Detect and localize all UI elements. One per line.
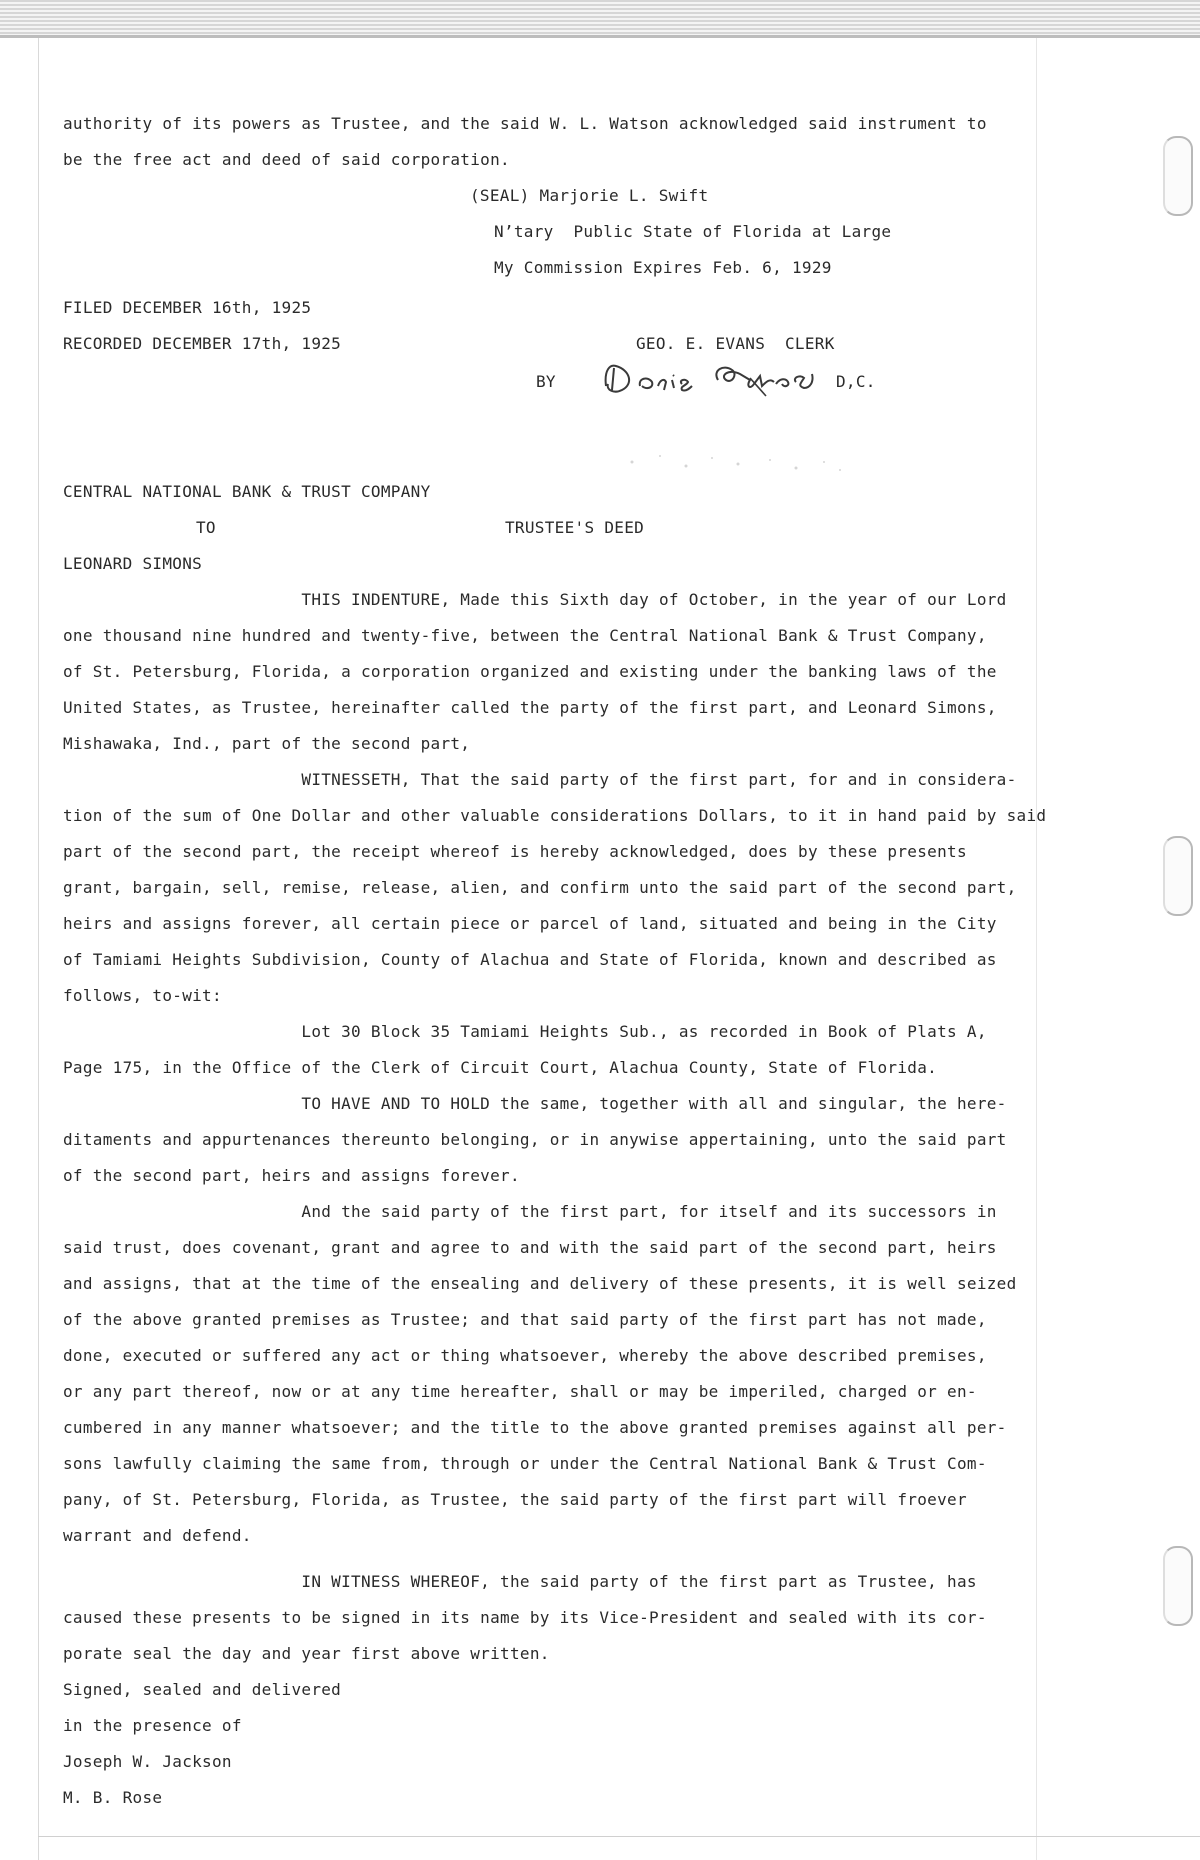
page-left-edge [38, 38, 39, 1860]
body-line: said trust, does covenant, grant and agree to and with the said part of the second part, heirs [63, 1238, 997, 1257]
page-right-edge [1036, 38, 1037, 1860]
body-line: of the above granted premises as Trustee; and that said party of the first part has not made, [63, 1310, 987, 1329]
filed-date: FILED DECEMBER 16th, 1925 [63, 298, 312, 317]
body-line: heirs and assigns forever, all certain piece or parcel of land, situated and being in the City [63, 914, 997, 933]
body-line: grant, bargain, sell, remise, release, alien, and confirm unto the said part of the second part, [63, 878, 1017, 897]
acknowledgment-line-1: authority of its powers as Trustee, and the said W. L. Watson acknowledged said instrument to [63, 114, 987, 133]
body-line: one thousand nine hundred and twenty-five, between the Central National Bank & Trust Company, [63, 626, 987, 645]
clerk-name: GEO. E. EVANS CLERK [636, 334, 835, 353]
body-line: THIS INDENTURE, Made this Sixth day of October, in the year of our Lord [63, 590, 1007, 609]
body-line: part of the second part, the receipt whereof is hereby acknowledged, does by these presents [63, 842, 967, 861]
deed-title: TRUSTEE'S DEED [505, 518, 645, 537]
body-line: And the said party of the first part, for itself and its successors in [63, 1202, 997, 1221]
body-line: or any part thereof, now or at any time hereafter, shall or may be imperiled, charged or en- [63, 1382, 977, 1401]
recorded-date: RECORDED DECEMBER 17th, 1925 [63, 334, 342, 353]
body-line: pany, of St. Petersburg, Florida, as Trustee, the said party of the first part will froever [63, 1490, 967, 1509]
notary-title: N’tary Public State of Florida at Large [494, 222, 892, 241]
body-line: Page 175, in the Office of the Clerk of Circuit Court, Alachua County, State of Florida. [63, 1058, 938, 1077]
body-line: follows, to-wit: [63, 986, 222, 1005]
by-label: BY [536, 372, 556, 391]
ink-smudge [620, 448, 850, 478]
acknowledgment-line-2: be the free act and deed of said corporation. [63, 150, 510, 169]
notary-commission: My Commission Expires Feb. 6, 1929 [494, 258, 832, 277]
body-line: of the second part, heirs and assigns forever. [63, 1166, 520, 1185]
signed-sealed-line: Signed, sealed and delivered [63, 1680, 342, 1699]
binder-hole-1 [1163, 136, 1193, 216]
body-line: Lot 30 Block 35 Tamiami Heights Sub., as recorded in Book of Plats A, [63, 1022, 987, 1041]
deputy-clerk-signature [600, 356, 836, 402]
body-line: ditaments and appurtenances thereunto belonging, or in anywise appertaining, unto the said part [63, 1130, 1007, 1149]
body-line: United States, as Trustee, hereinafter called the party of the first part, and Leonard Simons, [63, 698, 997, 717]
body-line: TO HAVE AND TO HOLD the same, together with all and singular, the here- [63, 1094, 1007, 1113]
to-label: TO [196, 518, 216, 537]
binder-hole-2 [1163, 836, 1193, 916]
body-line: porate seal the day and year first above written. [63, 1644, 550, 1663]
body-line: and assigns, that at the time of the ensealing and delivery of these presents, it is well seized [63, 1274, 1017, 1293]
body-line: warrant and defend. [63, 1526, 252, 1545]
witness-name: Joseph W. Jackson [63, 1752, 232, 1771]
body-line: of St. Petersburg, Florida, a corporation organized and existing under the banking laws of the [63, 662, 997, 681]
witness-name: M. B. Rose [63, 1788, 163, 1807]
binder-hole-3 [1163, 1546, 1193, 1626]
grantee-name: LEONARD SIMONS [63, 554, 203, 573]
presence-line: in the presence of [63, 1716, 242, 1735]
body-line: of Tamiami Heights Subdivision, County of Alachua and State of Florida, known and described as [63, 950, 997, 969]
page-bottom-edge [38, 1836, 1200, 1837]
body-line: IN WITNESS WHEREOF, the said party of the first part as Trustee, has [63, 1572, 977, 1591]
notary-name: (SEAL) Marjorie L. Swift [470, 186, 709, 205]
deputy-clerk-suffix: D,C. [836, 372, 876, 391]
body-line: tion of the sum of One Dollar and other valuable considerations Dollars, to it in hand paid by said [63, 806, 1047, 825]
grantor-name: CENTRAL NATIONAL BANK & TRUST COMPANY [63, 482, 431, 501]
body-line: Mishawaka, Ind., part of the second part, [63, 734, 471, 753]
body-line: sons lawfully claiming the same from, through or under the Central National Bank & Trust Com- [63, 1454, 987, 1473]
body-line: WITNESSETH, That the said party of the first part, for and in considera- [63, 770, 1017, 789]
scan-top-band [0, 0, 1200, 38]
body-line: caused these presents to be signed in its name by its Vice-President and sealed with its cor- [63, 1608, 987, 1627]
body-line: done, executed or suffered any act or thing whatsoever, whereby the above described premises, [63, 1346, 987, 1365]
body-line: cumbered in any manner whatsoever; and the title to the above granted premises against all per- [63, 1418, 1007, 1437]
